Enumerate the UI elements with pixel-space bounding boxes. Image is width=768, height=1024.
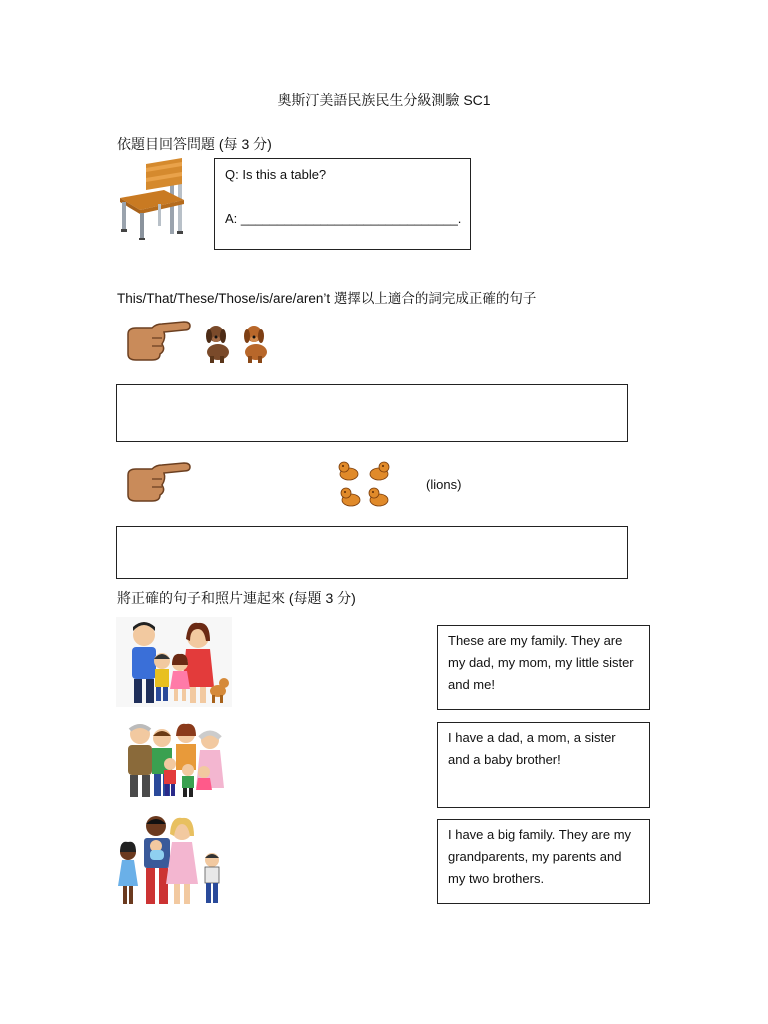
question-text: Q: Is this a table? bbox=[225, 167, 327, 182]
match-sentence-2[interactable] bbox=[437, 722, 650, 808]
match-sentence-3[interactable] bbox=[437, 819, 650, 904]
two-dogs-illustration bbox=[198, 322, 276, 364]
pointing-hand-icon bbox=[122, 316, 192, 368]
answer-box-lions[interactable] bbox=[116, 526, 628, 579]
match-sentence-1-text: These are my family. They are my dad, my mom, my little sister and me! bbox=[448, 633, 634, 692]
match-sentence-3-text: I have a big family. They are my grandparents, my parents and my two brothers. bbox=[448, 827, 632, 886]
answer-box-dogs[interactable] bbox=[116, 384, 628, 442]
section3-heading: 將正確的句子和照片連起來 (每題 3 分) bbox=[117, 590, 356, 606]
chair-illustration bbox=[118, 158, 188, 240]
family-picture-1 bbox=[116, 617, 232, 707]
section2-heading: This/That/These/Those/is/are/aren’t 選擇以上適合的詞完成正確的句子 bbox=[117, 291, 537, 306]
question-box bbox=[214, 158, 471, 250]
section1-heading: 依題目回答問題 (每 3 分) bbox=[117, 136, 272, 152]
match-sentence-2-text: I have a dad, a mom, a sister and a baby brother! bbox=[448, 730, 616, 767]
lions-hint: (lions) bbox=[426, 477, 462, 492]
family-picture-3 bbox=[114, 812, 224, 910]
answer-line[interactable]: A: ______________________________. bbox=[225, 211, 462, 226]
match-sentence-1[interactable] bbox=[437, 625, 650, 710]
pointing-hand-icon bbox=[122, 457, 192, 509]
family-picture-2 bbox=[114, 718, 228, 800]
four-lion-cubs-illustration bbox=[336, 458, 394, 510]
page-title: 奧斯汀美語民族民生分級測驗 SC1 bbox=[277, 92, 491, 108]
